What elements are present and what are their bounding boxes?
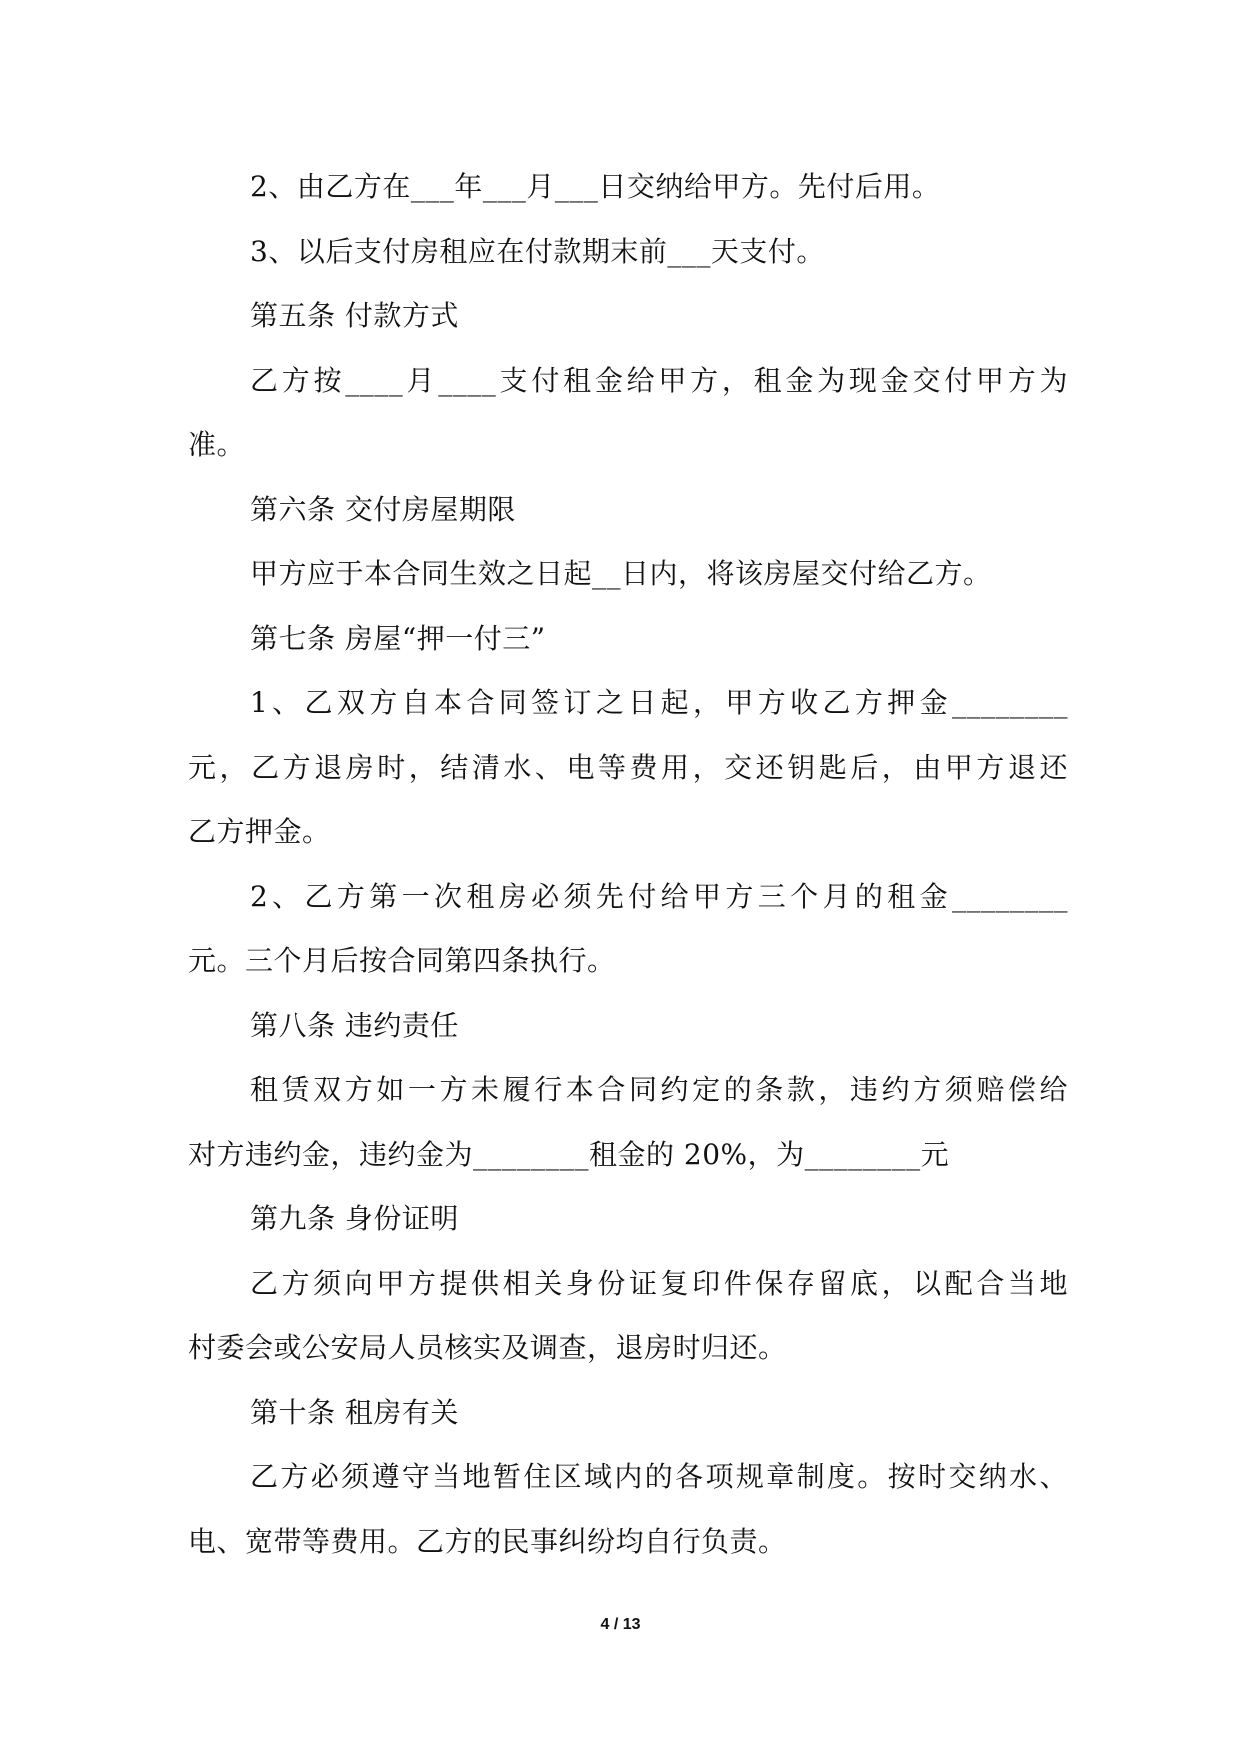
- clause-6-heading: 第六条 交付房屋期限: [250, 492, 516, 526]
- clause-5-text-line-2: 准。: [188, 428, 246, 461]
- clause-7-heading: 第七条 房屋“押一付三”: [250, 621, 546, 655]
- clause-8-text-line-2: 对方违约金，违约金为________租金的 20%，为________元: [188, 1137, 950, 1171]
- clause-8-text-line-1: 租赁双方如一方未履行本合同约定的条款，违约方须赔偿给: [250, 1073, 1068, 1106]
- clause-10-text-line-2: 电、宽带等费用。乙方的民事纠纷均自行负责。: [188, 1524, 787, 1558]
- clause-7-item-1-line-2: 元，乙方退房时，结清水、电等费用，交还钥匙后，由甲方退还: [188, 750, 1068, 784]
- clause-8-heading: 第八条 违约责任: [250, 1008, 459, 1042]
- document-body: [188, 155, 1068, 1574]
- clause-7-item-1-line-3: 乙方押金。: [188, 815, 331, 848]
- clause-7-item-1-line-1: 1、乙双方自本合同签订之日起，甲方收乙方押金________: [250, 686, 1068, 719]
- clause-9-text-line-1: 乙方须向甲方提供相关身份证复印件保存留底，以配合当地: [250, 1266, 1068, 1300]
- clause-7-item-2-line-2: 元。三个月后按合同第四条执行。: [188, 944, 616, 977]
- clause-5-heading: 第五条 付款方式: [250, 299, 459, 332]
- clause-9-text-line-2: 村委会或公安局人员核实及调查，退房时归还。: [188, 1331, 787, 1364]
- clause-10-text-line-1: 乙方必须遵守当地暂住区域内的各项规章制度。按时交纳水、: [250, 1460, 1068, 1493]
- clause-7-item-2-line-1: 2、乙方第一次租房必须先付给甲方三个月的租金________: [250, 879, 1068, 913]
- clause-4-item-3: 3、以后支付房租应在付款期末前___天支付。: [250, 234, 825, 268]
- clause-9-heading: 第九条 身份证明: [250, 1202, 459, 1235]
- clause-5-text-line-1: 乙方按____月____支付租金给甲方，租金为现金交付甲方为: [250, 363, 1068, 397]
- page-number: 4 / 13: [600, 1616, 641, 1633]
- clause-4-item-2: 2、由乙方在___年___月___日交纳给甲方。先付后用。: [250, 170, 941, 203]
- clause-6-text: 甲方应于本合同生效之日起__日内，将该房屋交付给乙方。: [250, 557, 992, 590]
- clause-10-heading: 第十条 租房有关: [250, 1395, 459, 1429]
